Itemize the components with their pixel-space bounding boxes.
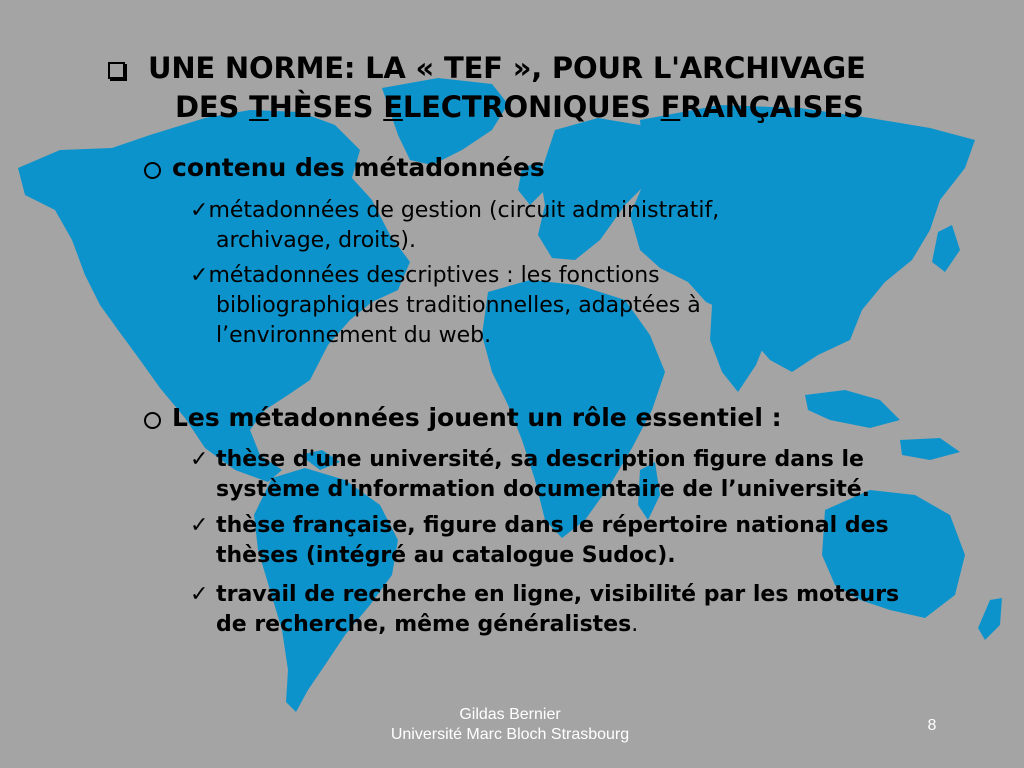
slide-title-line2: DES THÈSES ELECTRONIQUES FRANÇAISES <box>175 90 864 124</box>
slide-title-line1: UNE NORME: LA « TEF », POUR L'ARCHIVAGE <box>148 51 866 85</box>
section1-bullet-icon <box>144 162 161 179</box>
list-item: ✓ thèse française, figure dans le répertoire national des <box>190 513 889 538</box>
list-item-continuation: archivage, droits). <box>216 228 416 253</box>
check-icon: ✓ <box>190 513 209 538</box>
title-bullet-icon <box>108 62 125 79</box>
section2-bullet-icon <box>144 412 161 429</box>
footer-author: Gildas Bernier Université Marc Bloch Strasbourg <box>390 706 630 743</box>
section1-heading: contenu des métadonnées <box>172 153 545 182</box>
list-item-continuation: l’environnement du web. <box>216 323 492 348</box>
list-item-continuation: système d'information documentaire de l’université. <box>216 477 870 502</box>
check-icon: ✓ <box>190 582 209 607</box>
check-icon: ✓ <box>190 198 209 223</box>
list-item: ✓ travail de recherche en ligne, visibilité par les moteurs <box>190 582 900 607</box>
list-item-continuation: bibliographiques traditionnelles, adaptées à <box>216 293 701 318</box>
check-icon: ✓ <box>190 447 209 472</box>
check-icon: ✓ <box>190 263 209 288</box>
list-item-continuation: de recherche, même généralistes. <box>216 612 639 637</box>
list-item: ✓ thèse d'une université, sa description figure dans le <box>190 447 864 472</box>
list-item: ✓métadonnées de gestion (circuit administratif, <box>190 198 720 223</box>
list-item-continuation: thèses (intégré au catalogue Sudoc). <box>216 543 676 568</box>
section2-heading: Les métadonnées jouent un rôle essentiel : <box>172 403 782 432</box>
page-number: 8 <box>927 717 937 734</box>
list-item: ✓métadonnées descriptives : les fonctions <box>190 263 660 288</box>
